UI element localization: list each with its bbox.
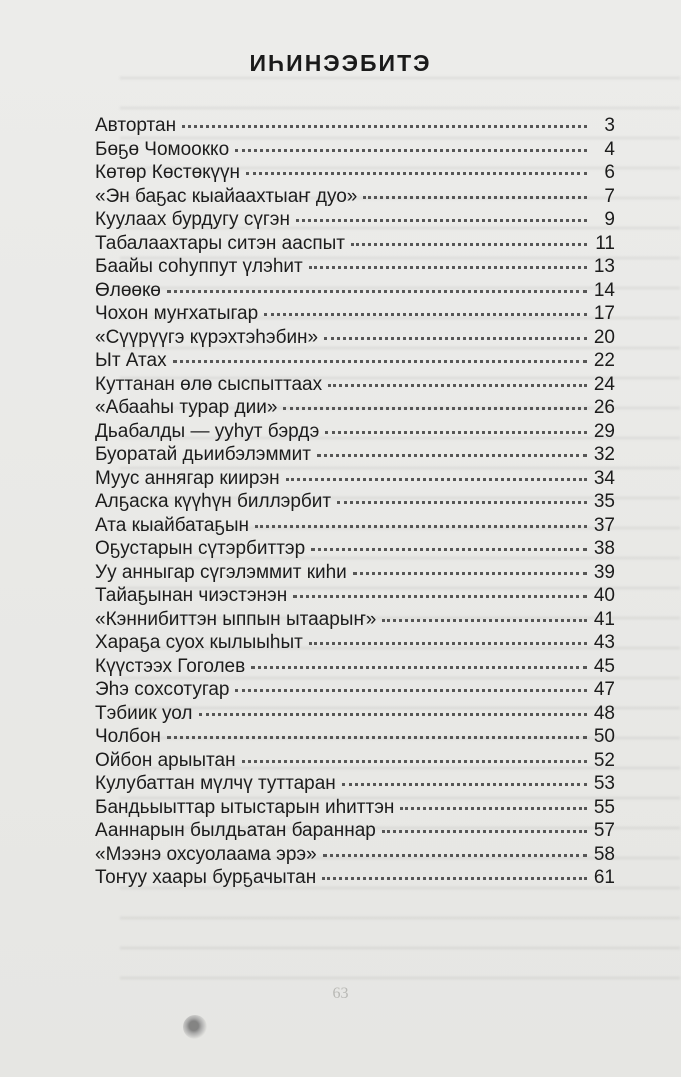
toc-entry <box>95 490 615 514</box>
toc-entry-title: Күүстээх Гоголев <box>95 655 246 677</box>
toc-entry-title: Ата кыайбатаҕын <box>95 514 249 536</box>
toc-entry-title: Чохон муҥхатыгар <box>95 303 259 324</box>
toc-entry-page: 41 <box>593 608 615 630</box>
toc-entry-title: Ыт Атах <box>95 350 167 371</box>
toc-entry-title: Ааннарын былдьатан бараннар <box>95 820 376 841</box>
toc-entry-title: Куттанан өлө сыспыттаах <box>95 373 323 395</box>
toc-leader-dots <box>337 495 587 504</box>
toc-leader-dots <box>351 237 587 246</box>
toc-entry-page: 9 <box>604 209 615 230</box>
page-number: 63 <box>332 985 349 1002</box>
toc-entry-page: 26 <box>593 397 615 418</box>
toc-leader-dots <box>322 871 587 880</box>
toc-leader-dots <box>325 425 587 434</box>
toc-leader-dots <box>328 378 587 387</box>
page-title: ИҺИНЭЭБИТЭ <box>249 50 432 76</box>
toc-entry-page: 20 <box>593 326 615 348</box>
toc-entry-page: 22 <box>593 350 615 371</box>
toc-leader-dots <box>286 472 587 481</box>
toc-entry-page: 37 <box>593 514 615 536</box>
toc-entry-page: 24 <box>593 373 615 395</box>
toc-entry-page: 34 <box>593 467 615 489</box>
toc-entry-title: Оҕустарын сүтэрбиттэр <box>95 538 306 559</box>
toc-leader-dots <box>167 730 587 739</box>
toc-entry-page: 3 <box>604 115 615 136</box>
toc-entry-title: Табалаахтары ситэн ааспыт <box>95 232 345 254</box>
toc-entry <box>95 326 615 350</box>
toc-entry <box>95 161 615 185</box>
toc-entry <box>95 749 615 773</box>
toc-leader-dots <box>264 307 587 316</box>
toc-entry <box>95 537 615 561</box>
toc-entry <box>95 678 615 702</box>
toc-leader-dots <box>382 613 587 622</box>
toc-entry-title: Өлөөкө <box>95 279 161 301</box>
toc-leader-dots <box>309 260 587 269</box>
toc-entry <box>95 373 615 397</box>
toc-leader-dots <box>199 707 587 716</box>
toc-entry-page: 17 <box>593 303 615 324</box>
toc-entry <box>95 772 615 796</box>
toc-leader-dots <box>323 848 587 857</box>
toc-entry <box>95 819 615 843</box>
toc-entry <box>95 514 615 538</box>
toc-entry-title: Куулаах бурдугу сүгэн <box>95 209 290 230</box>
toc-entry-title: Баайы соһуппут үлэһит <box>95 256 303 277</box>
toc-entry-title: «Абааһы турар дии» <box>95 397 278 418</box>
toc-leader-dots <box>255 519 587 528</box>
toc-entry-page: 11 <box>595 232 615 254</box>
toc-entry-page: 43 <box>593 632 615 653</box>
toc-entry <box>95 725 615 749</box>
toc-entry-page: 53 <box>593 773 615 794</box>
toc-entry-title: Тэбиик уол <box>95 702 193 724</box>
toc-entry <box>95 208 615 232</box>
toc-entry-page: 6 <box>604 162 615 183</box>
toc-entry-page: 55 <box>593 796 615 818</box>
toc-entry-page: 29 <box>593 420 615 442</box>
ink-blot <box>183 1015 207 1039</box>
toc-entry <box>95 796 615 820</box>
toc-entry-page: 48 <box>593 702 615 724</box>
toc-entry <box>95 631 615 655</box>
toc-entry-title: Эһэ сохсотугар <box>95 679 230 700</box>
toc-entry-title: Көтөр Көстөкүүн <box>95 162 240 183</box>
toc-entry-title: «Эн баҕас кыайаахтыаҥ дуо» <box>95 185 358 207</box>
toc-entry-title: «Мээнэ охсуолаама эрэ» <box>95 843 317 865</box>
toc-entry-title: Тайаҕынан чиэстэнэн <box>95 585 288 606</box>
toc-leader-dots <box>353 566 587 575</box>
toc-entry-page: 13 <box>593 256 615 277</box>
toc-entry-title: Автортан <box>95 115 177 136</box>
toc-entry-title: Бандьыыттар ытыстарын иһиттэн <box>95 796 395 818</box>
toc-entry-title: Кулубаттан мүлчү туттаран <box>95 773 336 794</box>
toc-entry <box>95 443 615 467</box>
toc-leader-dots <box>235 143 587 152</box>
toc-entry <box>95 185 615 209</box>
toc-leader-dots <box>317 448 587 457</box>
toc-leader-dots <box>324 331 587 340</box>
toc-entry-page: 57 <box>593 820 615 841</box>
toc-entry <box>95 655 615 679</box>
toc-entry-page: 7 <box>604 185 615 207</box>
toc-leader-dots <box>293 589 587 598</box>
toc-leader-dots <box>235 683 587 692</box>
toc-entry-title: Дьабалды — ууһут бэрдэ <box>95 420 320 442</box>
toc-leader-dots <box>283 401 587 410</box>
toc-entry <box>95 608 615 632</box>
toc-entry <box>95 396 615 420</box>
toc-leader-dots <box>342 777 587 786</box>
toc-leader-dots <box>382 824 587 833</box>
toc-leader-dots <box>363 190 587 199</box>
toc-entry-page: 52 <box>593 749 615 771</box>
toc-entry-title: Хараҕа суох кылыыһыт <box>95 632 303 653</box>
toc-entry-page: 35 <box>593 491 615 512</box>
toc-entry <box>95 561 615 585</box>
toc-entry <box>95 114 615 138</box>
toc-entry-title: Алҕаска күүһүн биллэрбит <box>95 491 332 512</box>
toc-entry-page: 45 <box>593 655 615 677</box>
toc-entry <box>95 232 615 256</box>
toc-entry <box>95 302 615 326</box>
toc-leader-dots <box>246 166 587 175</box>
toc-leader-dots <box>251 660 587 669</box>
toc-leader-dots <box>242 754 587 763</box>
toc-entry-title: Уу анныгар сүгэлэммит киһи <box>95 561 347 583</box>
toc-entry-page: 4 <box>604 138 615 160</box>
toc-entry <box>95 255 615 279</box>
toc-entry-page: 40 <box>593 585 615 606</box>
toc-leader-dots <box>400 801 587 810</box>
toc-entry <box>95 349 615 373</box>
toc-entry <box>95 584 615 608</box>
toc-entry <box>95 279 615 303</box>
toc-entry-page: 39 <box>593 561 615 583</box>
toc-entry-title: Буоратай дьиибэлэммит <box>95 444 311 465</box>
toc-entry-title: Чолбон <box>95 726 161 747</box>
toc-leader-dots <box>182 119 587 128</box>
table-of-contents <box>95 114 615 890</box>
toc-entry-page: 47 <box>593 679 615 700</box>
toc-leader-dots <box>173 354 587 363</box>
toc-entry-title: Тоҥуу хаары бурҕачытан <box>95 867 317 888</box>
toc-leader-dots <box>296 213 587 222</box>
toc-entry <box>95 467 615 491</box>
toc-entry-title: «Сүүрүүгэ күрэхтэһэбин» <box>95 326 319 348</box>
toc-entry-page: 58 <box>593 843 615 865</box>
toc-leader-dots <box>167 284 587 293</box>
toc-leader-dots <box>311 542 587 551</box>
toc-entry-page: 50 <box>593 726 615 747</box>
toc-entry-page: 32 <box>593 444 615 465</box>
toc-entry <box>95 843 615 867</box>
toc-entry-page: 14 <box>593 279 615 301</box>
toc-entry-title: «Кэннибиттэн ыппын ытаарыҥ» <box>95 608 377 630</box>
toc-entry-title: Муус аннягар киирэн <box>95 467 280 489</box>
toc-entry-title: Ойбон арыытан <box>95 749 236 771</box>
toc-entry-page: 38 <box>593 538 615 559</box>
toc-leader-dots <box>309 636 587 645</box>
toc-entry <box>95 702 615 726</box>
toc-entry-page: 61 <box>593 867 615 888</box>
toc-entry <box>95 420 615 444</box>
toc-entry <box>95 138 615 162</box>
toc-entry-title: Бөҕө Чомоокко <box>95 138 230 160</box>
toc-entry <box>95 866 615 890</box>
